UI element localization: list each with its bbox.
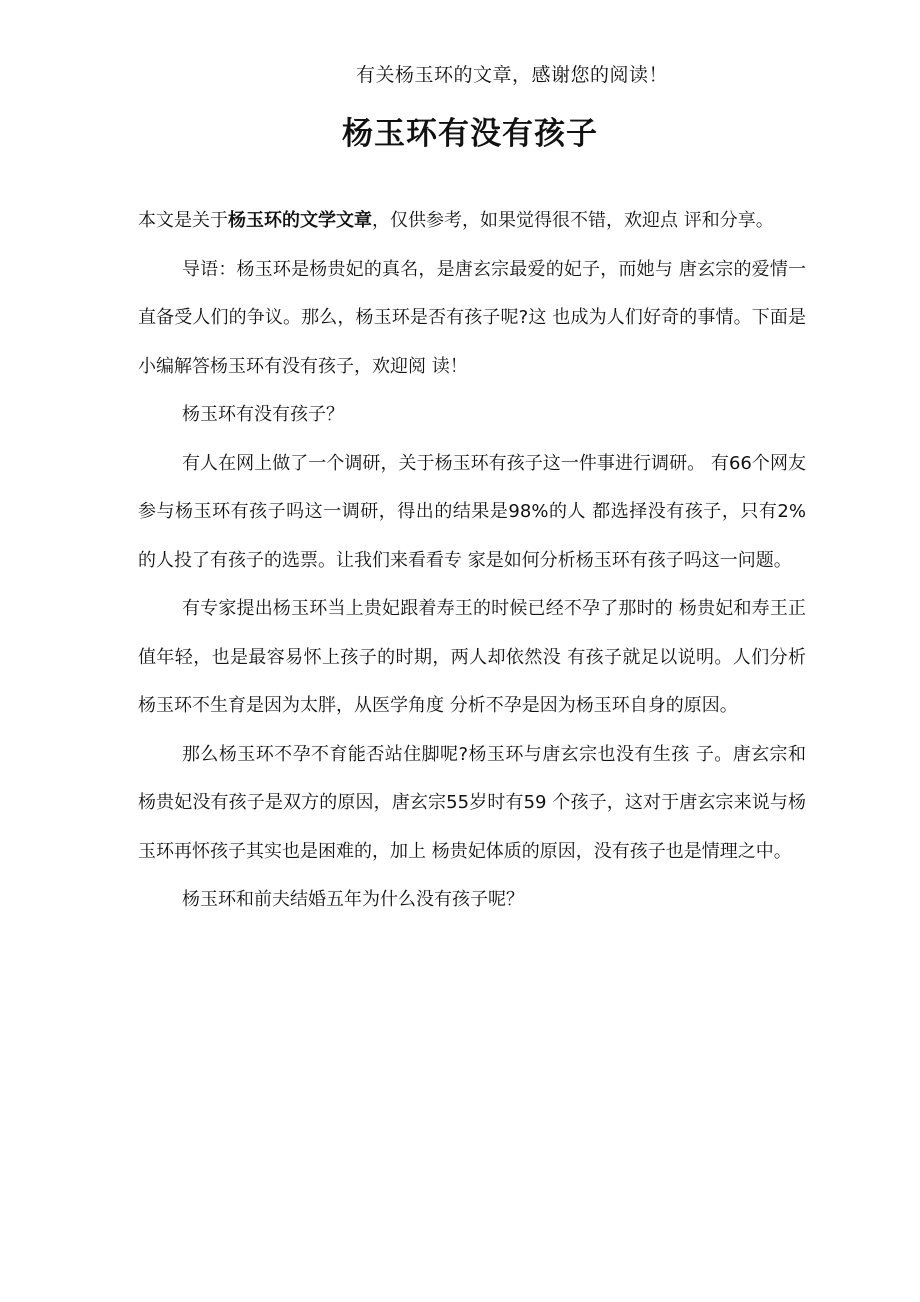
intro-paragraph [138,197,806,246]
intro-bold: 杨玉环的文学文章 [228,210,372,231]
section-heading-question: 杨玉环有没有孩子？ [182,404,344,425]
intro-suffix: ，仅供参考，如果觉得很不错，欢迎点 评和分享。 [372,210,774,231]
page-title: 杨玉环有没有孩子 [342,116,598,152]
lead-paragraph: 导语：杨玉环是杨贵妃的真名，是唐玄宗最爱的妃子，而她与 唐玄宗的爱情一直备受人们的争议。那么，杨玉环是否有孩子呢?这 也成为人们好奇的事情。下面是小编解答杨玉环有没有孩子，欢迎阅 读！ [138,258,806,377]
article-body [138,197,806,925]
expert-paragraph: 有专家提出杨玉环当上贵妃跟着寿王的时候已经不孕了那时的 杨贵妃和寿王正值年轻，也是最容易怀上孩子的时期，两人却依然没 有孩子就足以说明。人们分析杨玉环不生育是因为太胖，从医学角度 分析不孕是因为杨玉环自身的原因。 [138,598,806,716]
intro-prefix: 本文是关于 [138,210,228,231]
header-note: 有关杨玉环的文章，感谢您的阅读！ [356,64,669,86]
survey-paragraph: 有人在网上做了一个调研，关于杨玉环有孩子这一件事进行调研。 有66个网友参与杨玉环有孩子吗这一调研，得出的结果是98%的人 都选择没有孩子，只有2%的人投了有孩子的选票。让我们来看看专 家是如何分析杨玉环有孩子吗这一问题。 [138,452,806,571]
analysis-paragraph: 那么杨玉环不孕不育能否站住脚呢?杨玉环与唐玄宗也没有生孩 子。唐玄宗和杨贵妃没有孩子是双方的原因，唐玄宗55岁时有59 个孩子，这对于唐玄宗来说与杨玉环再怀孩子其实也是困难的，加上 杨贵妃体质的原因，没有孩子也是情理之中。 [138,743,806,862]
section-heading-former-husband: 杨玉环和前夫结婚五年为什么没有孩子呢？ [182,889,524,910]
